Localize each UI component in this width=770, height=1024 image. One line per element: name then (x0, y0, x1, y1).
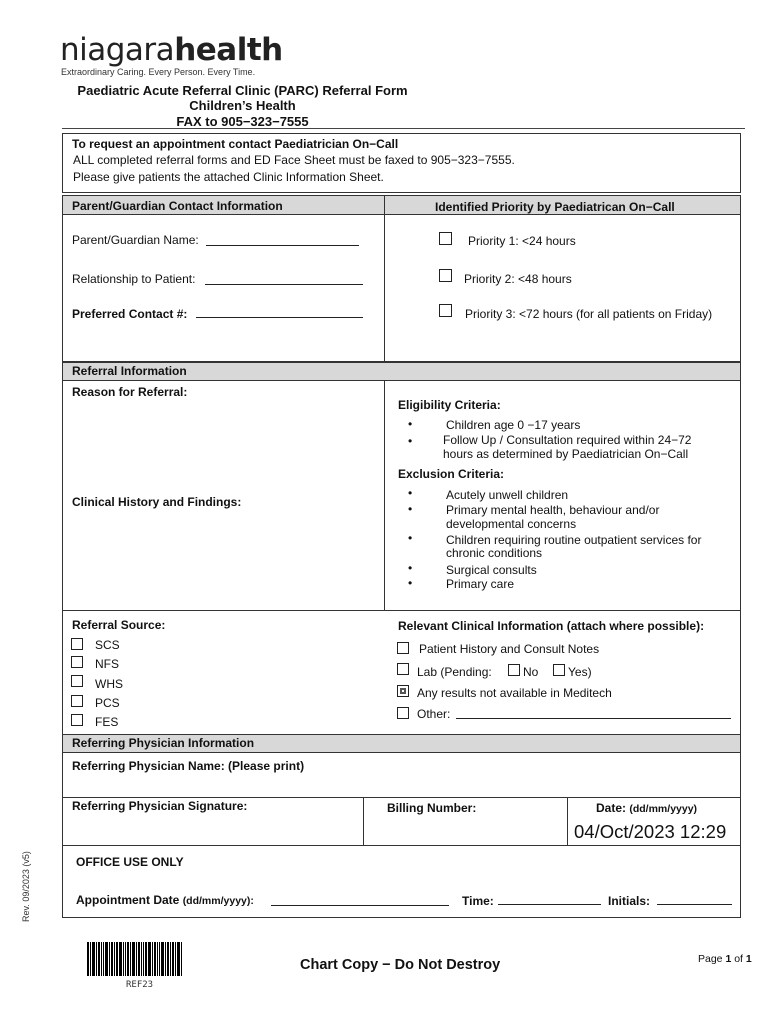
other-field[interactable] (456, 718, 731, 719)
patient-history-label: Patient History and Consult Notes (419, 642, 600, 656)
exclusion-4: Surgical consults (446, 563, 537, 577)
billing-label: Billing Number: (387, 801, 477, 815)
page-prefix: Page (698, 953, 726, 965)
date-label (596, 801, 697, 815)
appointment-date-label (76, 893, 254, 907)
bullet: • (408, 576, 413, 590)
referral-header: Referral Information (62, 362, 741, 381)
bullet: • (408, 486, 413, 500)
results-checkbox[interactable] (397, 685, 409, 697)
chart-copy-note: Chart Copy − Do Not Destroy (300, 957, 501, 973)
source-whs-checkbox[interactable] (71, 675, 83, 687)
eligibility-2b: hours as determined by Paediatrician On−Call (443, 447, 689, 461)
guardian-name-label: Parent/Guardian Name: (72, 233, 199, 247)
exclusion-3a: Children requiring routine outpatient services for (446, 533, 702, 547)
bullet: • (408, 417, 413, 431)
barcode-text: REF23 (126, 980, 154, 990)
lab-yes-label: Yes) (568, 665, 592, 679)
appt-label-text: Appointment Date (76, 893, 180, 907)
exclusion-title: Exclusion Criteria: (398, 467, 505, 481)
source-scs-label: SCS (95, 638, 120, 652)
physician-rule (62, 797, 741, 798)
preferred-contact-label: Preferred Contact #: (72, 307, 188, 321)
priority-3-checkbox[interactable] (439, 304, 452, 317)
fax-number: FAX to 905−323−7555 (176, 114, 309, 129)
eligibility-1: Children age 0 −17 years (446, 418, 581, 432)
appointment-date-field[interactable] (271, 905, 449, 906)
referral-divider (384, 381, 385, 610)
exclusion-5: Primary care (446, 577, 515, 591)
page-num: 1 (725, 953, 732, 965)
guardian-name-field[interactable] (206, 245, 359, 246)
contact-divider (384, 195, 385, 362)
other-label: Other: (417, 707, 451, 721)
initials-field[interactable] (657, 904, 732, 905)
source-fes-checkbox[interactable] (71, 714, 83, 726)
form-subtitle: Children’s Health (189, 98, 296, 113)
reason-label: Reason for Referral: (72, 385, 188, 399)
intro-line-3: Please give patients the attached Clinic Information Sheet. (73, 170, 384, 184)
source-rule (62, 610, 741, 611)
source-pcs-checkbox[interactable] (71, 695, 83, 707)
bullet: • (408, 434, 413, 448)
relationship-label: Relationship to Patient: (72, 272, 196, 286)
date-format: (dd/mm/yyyy) (629, 803, 698, 815)
lab-yes-checkbox[interactable] (553, 664, 565, 676)
referral-source-label: Referral Source: (72, 618, 166, 632)
page-number (698, 953, 752, 965)
bullet: • (408, 531, 413, 545)
exclusion-3b: chronic conditions (446, 546, 543, 560)
clinical-history-label: Clinical History and Findings: (72, 495, 242, 509)
other-checkbox[interactable] (397, 707, 409, 719)
source-fes-label: FES (95, 715, 119, 729)
lab-label: Lab (Pending: (417, 665, 492, 679)
priority-header: Identified Priority by Paediatrican On−Call (435, 200, 675, 214)
physician-header: Referring Physician Information (62, 734, 741, 753)
source-nfs-checkbox[interactable] (71, 656, 83, 668)
exclusion-1: Acutely unwell children (446, 488, 569, 502)
date-value[interactable]: 04/Oct/2023 12:29 (574, 821, 727, 842)
revision-text: Rev. 09/2023 (v5) (21, 851, 31, 922)
billing-divider (567, 797, 568, 846)
bullet: • (408, 561, 413, 575)
page-total: 1 (745, 953, 752, 965)
source-pcs-label: PCS (95, 696, 120, 710)
relevant-info-label: Relevant Clinical Information (attach where possible): (398, 619, 705, 633)
intro-line-2: ALL completed referral forms and ED Face Sheet must be faxed to 905−323−7555. (73, 153, 515, 167)
eligibility-2a: Follow Up / Consultation required within 24−72 (443, 433, 692, 447)
lab-no-label: No (523, 665, 539, 679)
office-title: OFFICE USE ONLY (76, 855, 184, 869)
relationship-field[interactable] (205, 284, 363, 285)
priority-3-label: Priority 3: <72 hours (for all patients on Friday) (465, 307, 713, 321)
tagline: Extraordinary Caring. Every Person. Every Time. (61, 67, 256, 77)
niagara-health-logo (60, 32, 283, 68)
form-title: Paediatric Acute Referral Clinic (PARC) Referral Form (77, 83, 408, 98)
lab-checkbox[interactable] (397, 663, 409, 675)
exclusion-2b: developmental concerns (446, 517, 577, 531)
source-scs-checkbox[interactable] (71, 638, 83, 650)
date-label-text: Date: (596, 801, 627, 815)
lab-no-checkbox[interactable] (508, 664, 520, 676)
contact-header: Parent/Guardian Contact Information (72, 199, 283, 213)
priority-1-checkbox[interactable] (439, 232, 452, 245)
intro-line-1: To request an appointment contact Paediatrician On−Call (72, 137, 399, 151)
logo-text-2: health (174, 32, 283, 68)
bullet: • (408, 502, 413, 516)
logo-text-1: niagara (60, 32, 175, 68)
priority-1-label: Priority 1: <24 hours (468, 234, 576, 248)
time-field[interactable] (498, 904, 601, 905)
title-rule (62, 128, 745, 129)
priority-2-checkbox[interactable] (439, 269, 452, 282)
exclusion-2a: Primary mental health, behaviour and/or (446, 503, 660, 517)
source-nfs-label: NFS (95, 657, 119, 671)
barcode (87, 942, 195, 976)
preferred-contact-field[interactable] (196, 317, 363, 318)
signature-divider (363, 797, 364, 846)
priority-2-label: Priority 2: <48 hours (464, 272, 572, 286)
initials-label: Initials: (608, 894, 651, 908)
patient-history-checkbox[interactable] (397, 642, 409, 654)
appt-format: (dd/mm/yyyy): (182, 895, 254, 907)
results-label: Any results not available in Meditech (417, 686, 612, 700)
page-of: of (731, 953, 746, 965)
physician-name-label: Referring Physician Name: (Please print) (72, 759, 305, 773)
referral-box (62, 362, 741, 735)
time-label: Time: (462, 894, 494, 908)
eligibility-title: Eligibility Criteria: (398, 398, 501, 412)
signature-label: Referring Physician Signature: (72, 799, 248, 813)
source-whs-label: WHS (95, 677, 123, 691)
